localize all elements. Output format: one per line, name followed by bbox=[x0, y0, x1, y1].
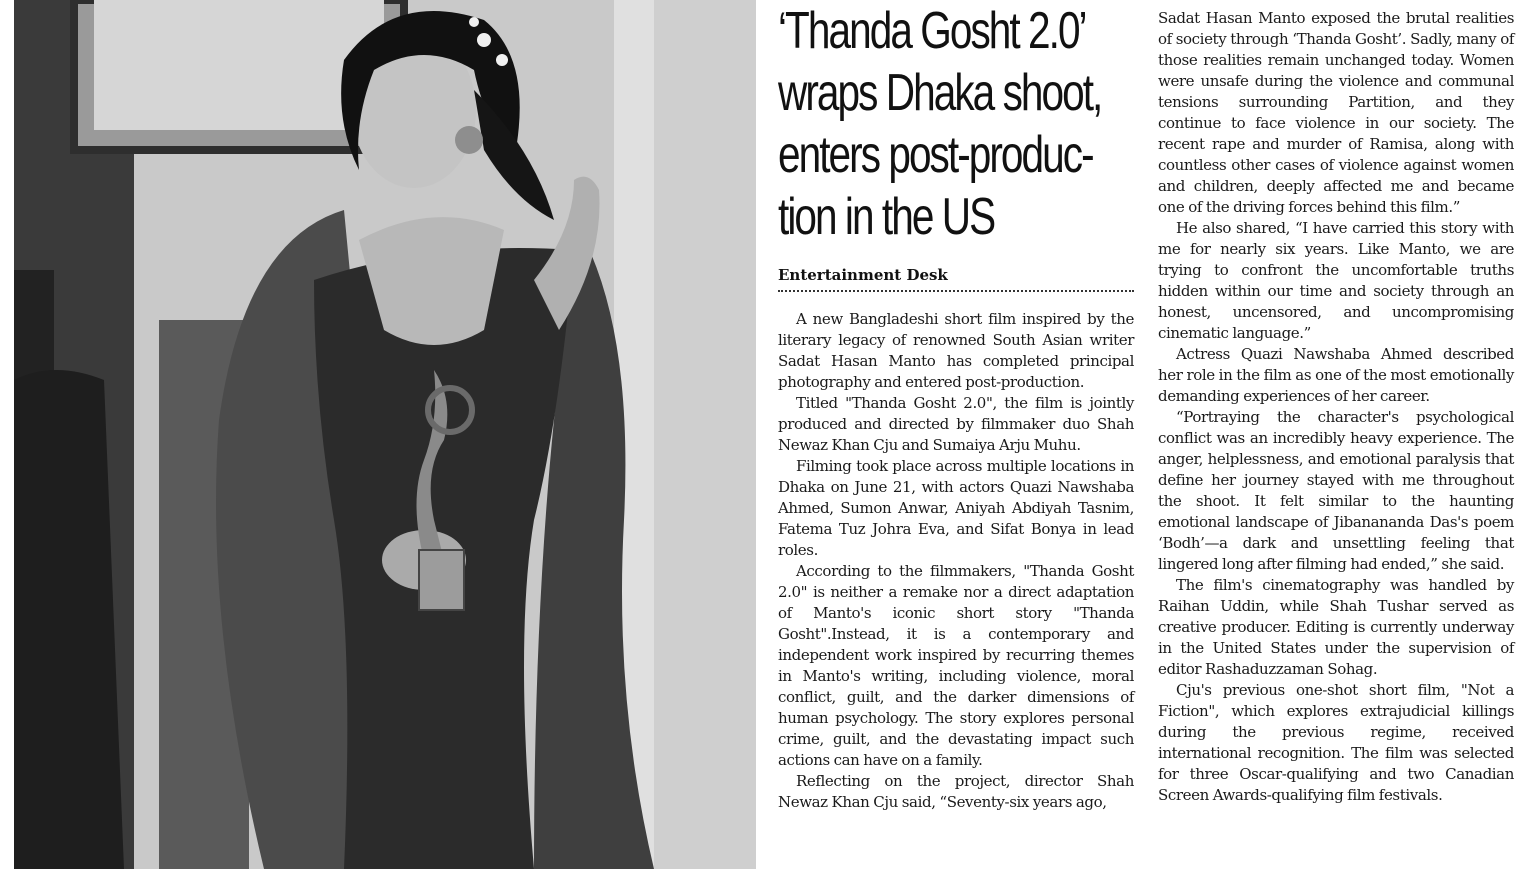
paragraph: A new Bangladeshi short film inspired by the literary legacy of renowned South Asian writer Sadat Hasan Manto has completed principal photography and entered post-production. bbox=[778, 310, 1134, 391]
paragraph: He also shared, “I have carried this story with me for nearly six years. Like Manto, we are trying to confront the uncomfortable truths hidden within our time and society through an honest, uncensored, and uncompromising cinematic language.” bbox=[1158, 219, 1514, 342]
article-column-1 bbox=[778, 309, 1134, 813]
headline-line-1: ‘Thanda Gosht 2.0’ bbox=[778, 2, 1086, 60]
headline-line-4: tion in the US bbox=[778, 188, 995, 246]
headline-line-3: enters post-produc- bbox=[778, 126, 1093, 184]
paragraph: The film's cinematography was handled by Raihan Uddin, while Shah Tushar served as creative producer. Editing is currently underway in the United States under the supervision of editor Rashaduzzaman Sohag. bbox=[1158, 576, 1514, 678]
paragraph: Titled "Thanda Gosht 2.0", the film is jointly produced and directed by filmmaker duo Shah Newaz Khan Cju and Sumaiya Arju Muhu. bbox=[778, 394, 1134, 454]
headline-line-2: wraps Dhaka shoot, bbox=[778, 64, 1102, 122]
paragraph: “Portraying the character's psychological conflict was an incredibly heavy experience. The anger, helplessness, and emotional paralysis that define her journey stayed with me throughout the shoot. It felt similar to the haunting emotional landscape of Jibanananda Das's poem ‘Bodh’—a dark and unsettling feeling that lingered long after filming had ended,” she said. bbox=[1158, 408, 1514, 573]
paragraph: Cju's previous one-shot short film, "Not a Fiction", which explores extrajudicial killings during the previous regime, received international recognition. The film was selected for three Oscar-qualifying and two Canadian Screen Awards-qualifying film festivals. bbox=[1158, 681, 1514, 804]
paragraph: Actress Quazi Nawshaba Ahmed described her role in the film as one of the most emotionally demanding experiences of her career. bbox=[1158, 345, 1514, 405]
article-column-2 bbox=[1158, 8, 1514, 806]
headline bbox=[778, 0, 1145, 248]
article-photo bbox=[14, 0, 756, 869]
paragraph: Filming took place across multiple locations in Dhaka on June 21, with actors Quazi Nawshaba Ahmed, Sumon Anwar, Aniyah Abdiyah Tasnim, Fatema Tuz Johra Eva, and Sifat Bonya in lead roles. bbox=[778, 457, 1134, 559]
byline: Entertainment Desk bbox=[778, 266, 1134, 292]
paragraph: According to the filmmakers, "Thanda Gosht 2.0" is neither a remake nor a direct adaptation of Manto's iconic short story "Thanda Gosht".Instead, it is a contemporary and independent work inspired by recurring themes in Manto's writing, including violence, moral conflict, guilt, and the darker dimensions of human psychology. The story explores personal crime, guilt, and the devastating impact such actions can have on a family. bbox=[778, 562, 1134, 769]
actress-with-trophy-illustration bbox=[14, 0, 756, 869]
paragraph: Reflecting on the project, director Shah Newaz Khan Cju said, “Seventy-six years ago, bbox=[778, 772, 1134, 811]
paragraph: Sadat Hasan Manto exposed the brutal realities of society through ‘Thanda Gosht’. Sadly, many of those realities remain unchanged today. Women were unsafe during the violence and communal tensions surrounding Partition, and they continue to face violence in our society. The recent rape and murder of Ramisa, along with countless other cases of violence against women and children, deeply affected me and became one of the driving forces behind this film.” bbox=[1158, 9, 1514, 216]
